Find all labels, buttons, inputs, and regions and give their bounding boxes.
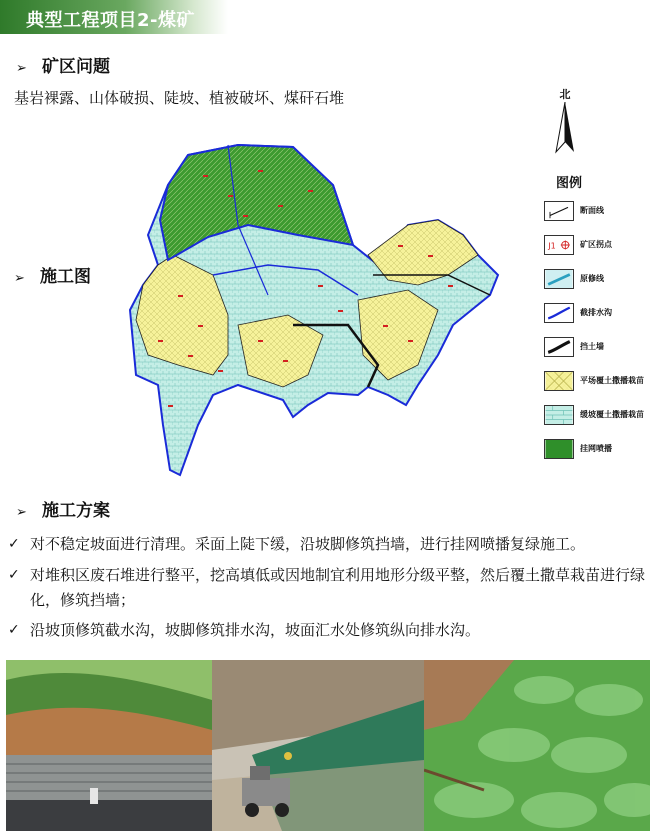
spraying-truck-photo [212, 660, 424, 831]
arrow-bullet-icon: ➢ [16, 505, 27, 520]
map-legend [544, 172, 662, 469]
svg-text:J1: J1 [548, 240, 556, 251]
north-label: 北 [559, 88, 571, 101]
inflection-point-icon [544, 235, 574, 255]
legend-item: 截排水沟 [544, 299, 662, 333]
section-line-icon [544, 201, 574, 221]
legend-item: 挡土墙 [544, 333, 662, 367]
legend-item: 原修线 [544, 265, 662, 299]
legend-item: J1 矿区拐点 [544, 231, 662, 265]
legend-item: 缓坡覆土撒播栽苗 [544, 401, 662, 435]
retaining-wall-photo [6, 660, 212, 831]
plan-item: ✓ 沿坡顶修筑截水沟，坡脚修筑排水沟，坡面汇水处修筑纵向排水沟。 [30, 618, 666, 643]
check-icon: ✓ [8, 622, 20, 638]
plan-item: ✓ 对不稳定坡面进行清理。采面上陡下缓，沿坡脚修筑挡墙，进行挂网喷播复绿施工。 [30, 532, 666, 557]
retaining-wall-icon [544, 337, 574, 357]
legend-title: 图例 [556, 176, 583, 191]
drawing-heading: ➢ 施工图 [14, 267, 91, 287]
page-title: 典型工程项目2-煤矿 [26, 10, 195, 31]
title-banner [0, 0, 228, 34]
plan-heading: ➢ 施工方案 [16, 501, 110, 521]
arrow-bullet-icon: ➢ [16, 61, 27, 76]
problem-heading: ➢ 矿区问题 [16, 57, 110, 77]
legend-item: 挂网喷播 [544, 435, 662, 469]
photo-strip [6, 660, 650, 831]
check-icon: ✓ [8, 567, 20, 583]
plan-item: ✓ 对堆积区废石堆进行整平，挖高填低或因地制宜利用地形分级平整，然后覆土撒草栽苗进行绿化，修筑挡墙； [30, 563, 660, 613]
construction-map [118, 125, 528, 495]
drainage-ditch-icon [544, 303, 574, 323]
original-line-icon [544, 269, 574, 289]
map-svg [118, 125, 528, 495]
gentle-slope-cover-icon [544, 405, 574, 425]
problem-text: 基岩裸露、山体破损、陡坡、植被破坏、煤矸石堆 [14, 89, 345, 107]
legend-item: 断面线 [544, 197, 662, 231]
legend-item: 平场覆土撒播栽苗 [544, 367, 662, 401]
net-spray-icon [544, 439, 574, 459]
flat-cover-sow-icon [544, 371, 574, 391]
north-arrow-icon [554, 102, 576, 154]
arrow-bullet-icon: ➢ [14, 271, 25, 286]
north-arrow [554, 86, 576, 158]
green-net-slope-photo [424, 660, 650, 831]
check-icon: ✓ [8, 536, 20, 552]
